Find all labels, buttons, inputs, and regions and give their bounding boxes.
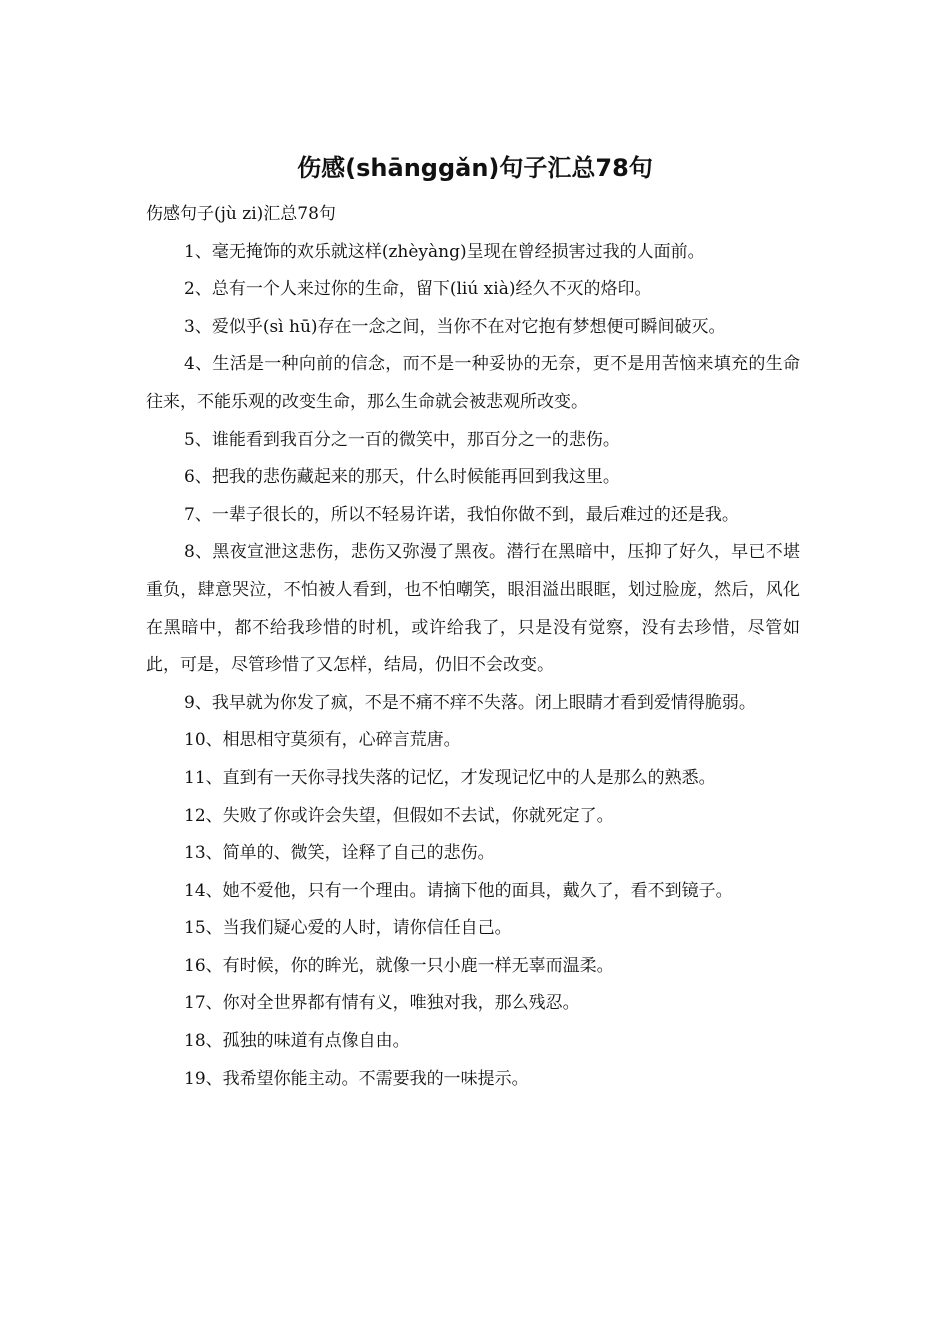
list-item: 18、孤独的味道有点像自由。: [184, 1031, 410, 1052]
list-item: 11、直到有一天你寻找失落的记忆，才发现记忆中的人是那么的熟悉。: [184, 767, 716, 788]
list-item: 12、失败了你或许会失望，但假如不去试，你就死定了。: [184, 805, 614, 826]
list-item: 13、简单的、微笑，诠释了自己的悲伤。: [184, 843, 495, 864]
list-item: 6、把我的悲伤藏起来的那天，什么时候能再回到我这里。: [184, 467, 620, 488]
list-item: 15、当我们疑心爱的人时，请你信任自己。: [184, 918, 512, 939]
list-item: 2、总有一个人来过你的生命，留下(liú xià)经久不灭的烙印。: [184, 279, 652, 300]
list-item: 1、毫无掩饰的欢乐就这样(zhèyàng)呈现在曾经损害过我的人面前。: [184, 241, 705, 262]
list-item: 9、我早就为你发了疯，不是不痛不痒不失落。闭上眼睛才看到爱情得脆弱。: [184, 692, 756, 713]
list-item: 3、爱似乎(sì hū)存在一念之间，当你不在对它抱有梦想便可瞬间破灭。: [184, 316, 726, 337]
list-item: 10、相思相守莫须有，心碎言荒唐。: [184, 730, 461, 751]
list-item: 14、她不爱他，只有一个理由。请摘下他的面具，戴久了，看不到镜子。: [184, 880, 733, 901]
list-item: 8、黑夜宣泄这悲伤，悲伤又弥漫了黑夜。潜行在黑暗中，压抑了好久，早已不堪重负，肆意哭泣，不怕被人看到，也不怕嘲笑，眼泪溢出眼眶，划过脸庞，然后，风化在黑暗中，都不给我珍惜的时机，或许给我了，只是没有觉察，没有去珍惜，尽管如此，可是，尽管珍惜了又怎样，结局，仍旧不会改变。: [146, 542, 800, 676]
list-item: 17、你对全世界都有情有义，唯独对我，那么残忍。: [184, 993, 580, 1014]
document-subtitle: 伤感句子(jù zi)汇总78句: [146, 204, 336, 224]
list-item: 5、谁能看到我百分之一百的微笑中，那百分之一的悲伤。: [184, 429, 620, 450]
list-item: 16、有时候，你的眸光，就像一只小鹿一样无辜而温柔。: [184, 955, 614, 976]
list-item: 7、一辈子很长的，所以不轻易许诺，我怕你做不到，最后难过的还是我。: [184, 504, 739, 525]
list-item: 4、生活是一种向前的信念，而不是一种妥协的无奈，更不是用苦恼来填充的生命往来，不能乐观的改变生命，那么生命就会被悲观所改变。: [146, 354, 800, 412]
document-title: 伤感(shānggǎn)句子汇总78句: [297, 154, 653, 182]
document-body: [146, 196, 800, 1098]
list-item: 19、我希望你能主动。不需要我的一味提示。: [184, 1068, 529, 1089]
